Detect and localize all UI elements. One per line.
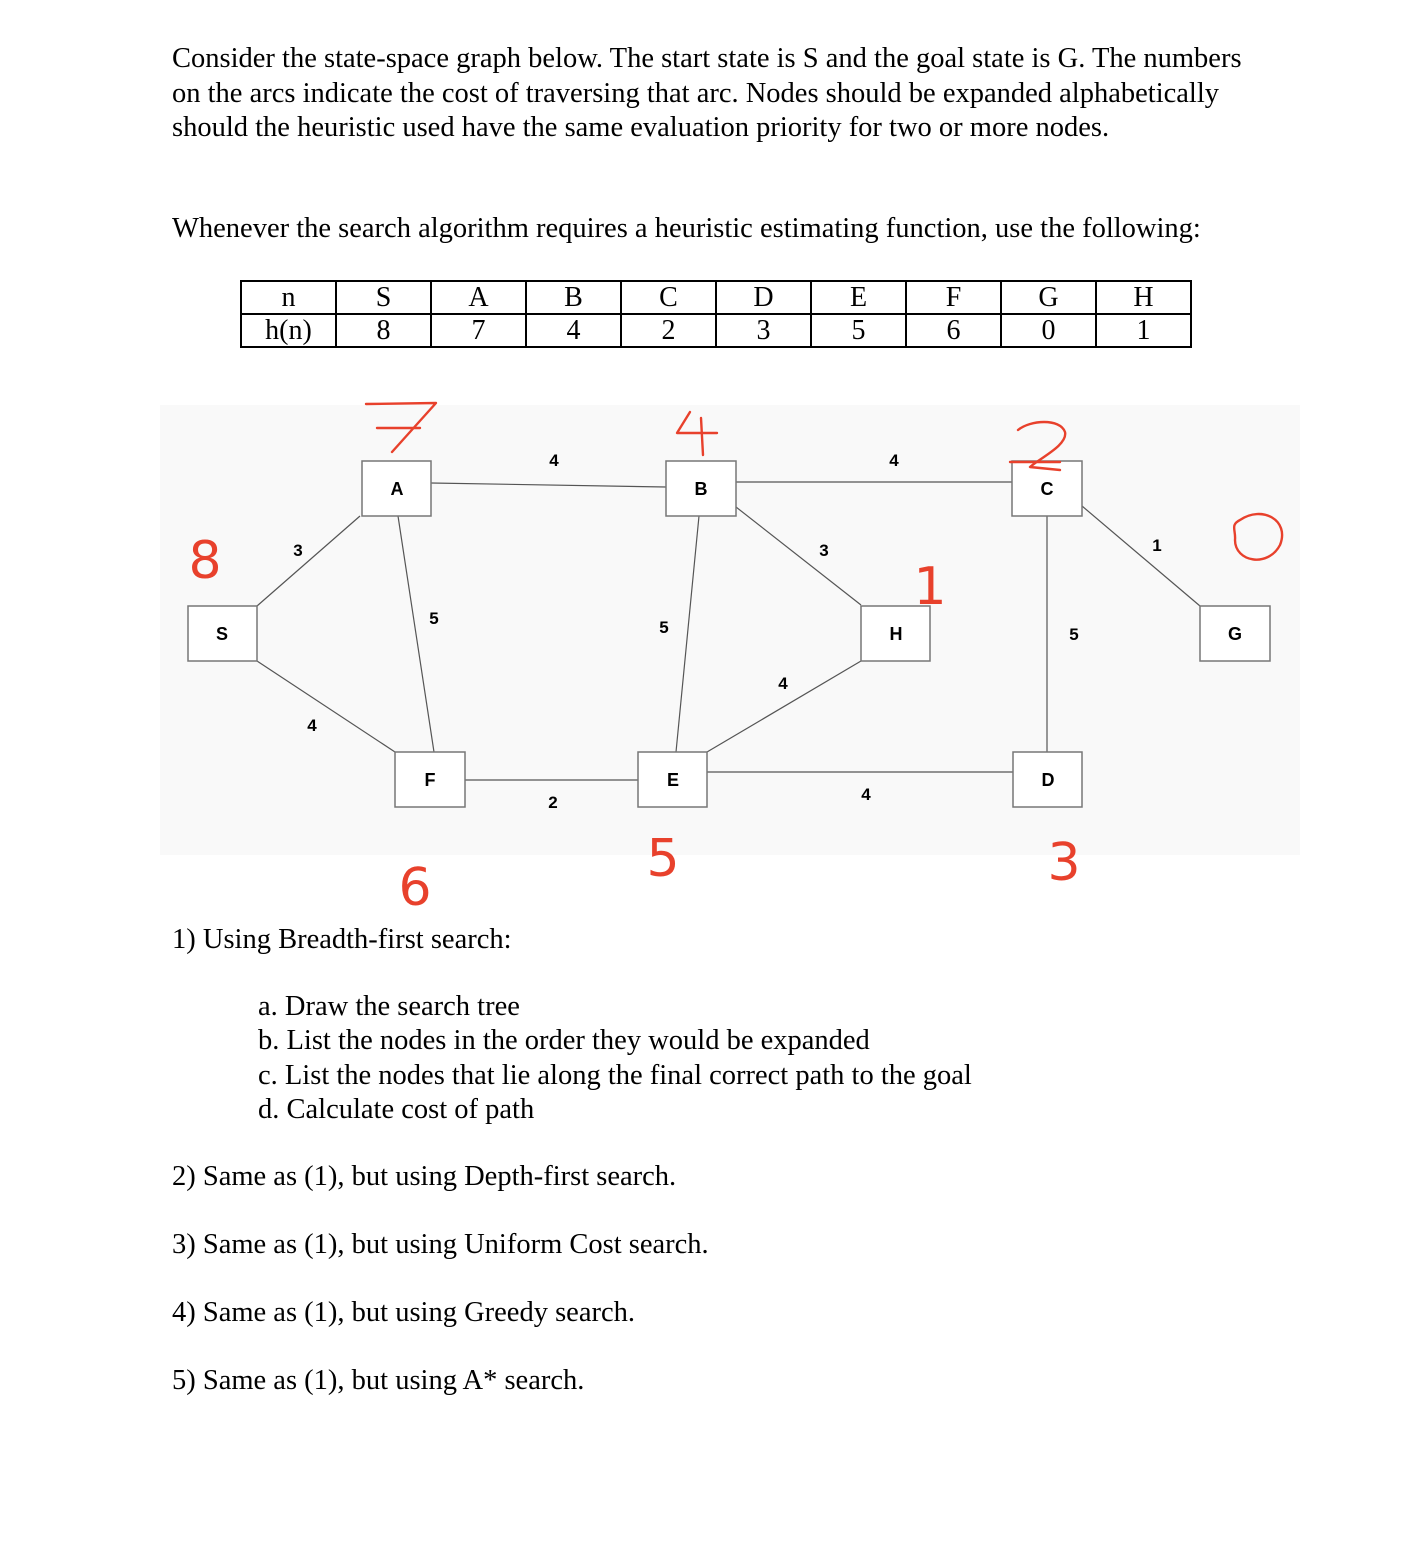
node-label-h: H [889, 624, 903, 644]
table-cell: 7 [431, 314, 526, 347]
node-g [1200, 606, 1270, 661]
node-label-g: G [1227, 624, 1243, 644]
weight-a-b: 4 [549, 451, 559, 470]
node-label-f: F [424, 770, 436, 790]
table-cell: 3 [716, 314, 811, 347]
table-cell: 2 [621, 314, 716, 347]
table-cell: C [621, 281, 716, 314]
handwritten-s: 8 [188, 531, 222, 591]
question-1-part-c: c. List the nodes that lie along the final correct path to the goal [258, 1060, 972, 1091]
question-1-part-d: d. Calculate cost of path [258, 1094, 535, 1125]
weight-c-g: 1 [1152, 536, 1162, 555]
table-cell: S [336, 281, 431, 314]
weight-c-d: 5 [1069, 625, 1079, 644]
node-e [638, 752, 707, 807]
weight-b-c: 4 [889, 451, 899, 470]
weight-f-e: 2 [548, 793, 558, 812]
table-cell: n [241, 281, 336, 314]
table-cell: E [811, 281, 906, 314]
handwritten-d: 3 [1047, 833, 1081, 893]
heuristic-row-n [241, 281, 1191, 314]
question-1-part-b: b. List the nodes in the order they would be expanded [258, 1025, 870, 1056]
node-label-d: D [1041, 770, 1055, 790]
heuristic-intro: Whenever the search algorithm requires a heuristic estimating function, use the following: [172, 213, 1201, 244]
table-cell: 1 [1096, 314, 1191, 347]
weight-a-f: 5 [429, 609, 439, 628]
weight-e-d: 4 [861, 785, 871, 804]
table-cell: 6 [906, 314, 1001, 347]
handwritten-e: 5 [646, 829, 680, 889]
handwritten-f: 6 [398, 858, 432, 910]
question-4: 4) Same as (1), but using Greedy search. [172, 1297, 635, 1328]
question-5: 5) Same as (1), but using A* search. [172, 1365, 585, 1396]
question-3: 3) Same as (1), but using Uniform Cost search. [172, 1229, 709, 1260]
node-label-b: B [694, 479, 708, 499]
intro-line-1: Consider the state-space graph below. The start state is S and the goal state is G. The numbers [172, 43, 1242, 74]
intro-line-3: should the heuristic used have the same evaluation priority for two or more nodes. [172, 112, 1110, 143]
node-a [362, 461, 431, 516]
table-cell: 0 [1001, 314, 1096, 347]
node-label-a: A [390, 479, 404, 499]
table-cell: H [1096, 281, 1191, 314]
question-2: 2) Same as (1), but using Depth-first search. [172, 1161, 677, 1192]
intro-paragraph [172, 42, 1242, 146]
weight-h-e: 4 [778, 674, 788, 693]
table-cell: 8 [336, 314, 431, 347]
weight-s-f: 4 [307, 716, 317, 735]
state-space-graph [0, 390, 1418, 910]
weight-b-h: 3 [819, 541, 829, 560]
table-cell: D [716, 281, 811, 314]
node-d [1013, 752, 1082, 807]
node-label-s: S [215, 624, 229, 644]
table-cell: A [431, 281, 526, 314]
node-label-c: C [1040, 479, 1054, 499]
table-cell: G [1001, 281, 1096, 314]
weight-s-a: 3 [293, 541, 303, 560]
question-1-part-a: a. Draw the search tree [258, 991, 520, 1022]
question-1: 1) Using Breadth-first search: [172, 924, 512, 955]
handwritten-h: 1 [913, 557, 947, 617]
table-cell: h(n) [241, 314, 336, 347]
node-s [188, 606, 257, 661]
intro-line-2: on the arcs indicate the cost of traversing that arc. Nodes should be expanded alphabetically [172, 77, 1219, 109]
table-cell: 5 [811, 314, 906, 347]
heuristic-table [240, 280, 1192, 348]
node-f [395, 752, 465, 807]
table-cell: F [906, 281, 1001, 314]
table-cell: B [526, 281, 621, 314]
node-label-e: E [666, 770, 680, 790]
heuristic-row-h [241, 314, 1191, 347]
node-b [666, 461, 736, 516]
table-cell: 4 [526, 314, 621, 347]
weight-b-e: 5 [659, 618, 669, 637]
